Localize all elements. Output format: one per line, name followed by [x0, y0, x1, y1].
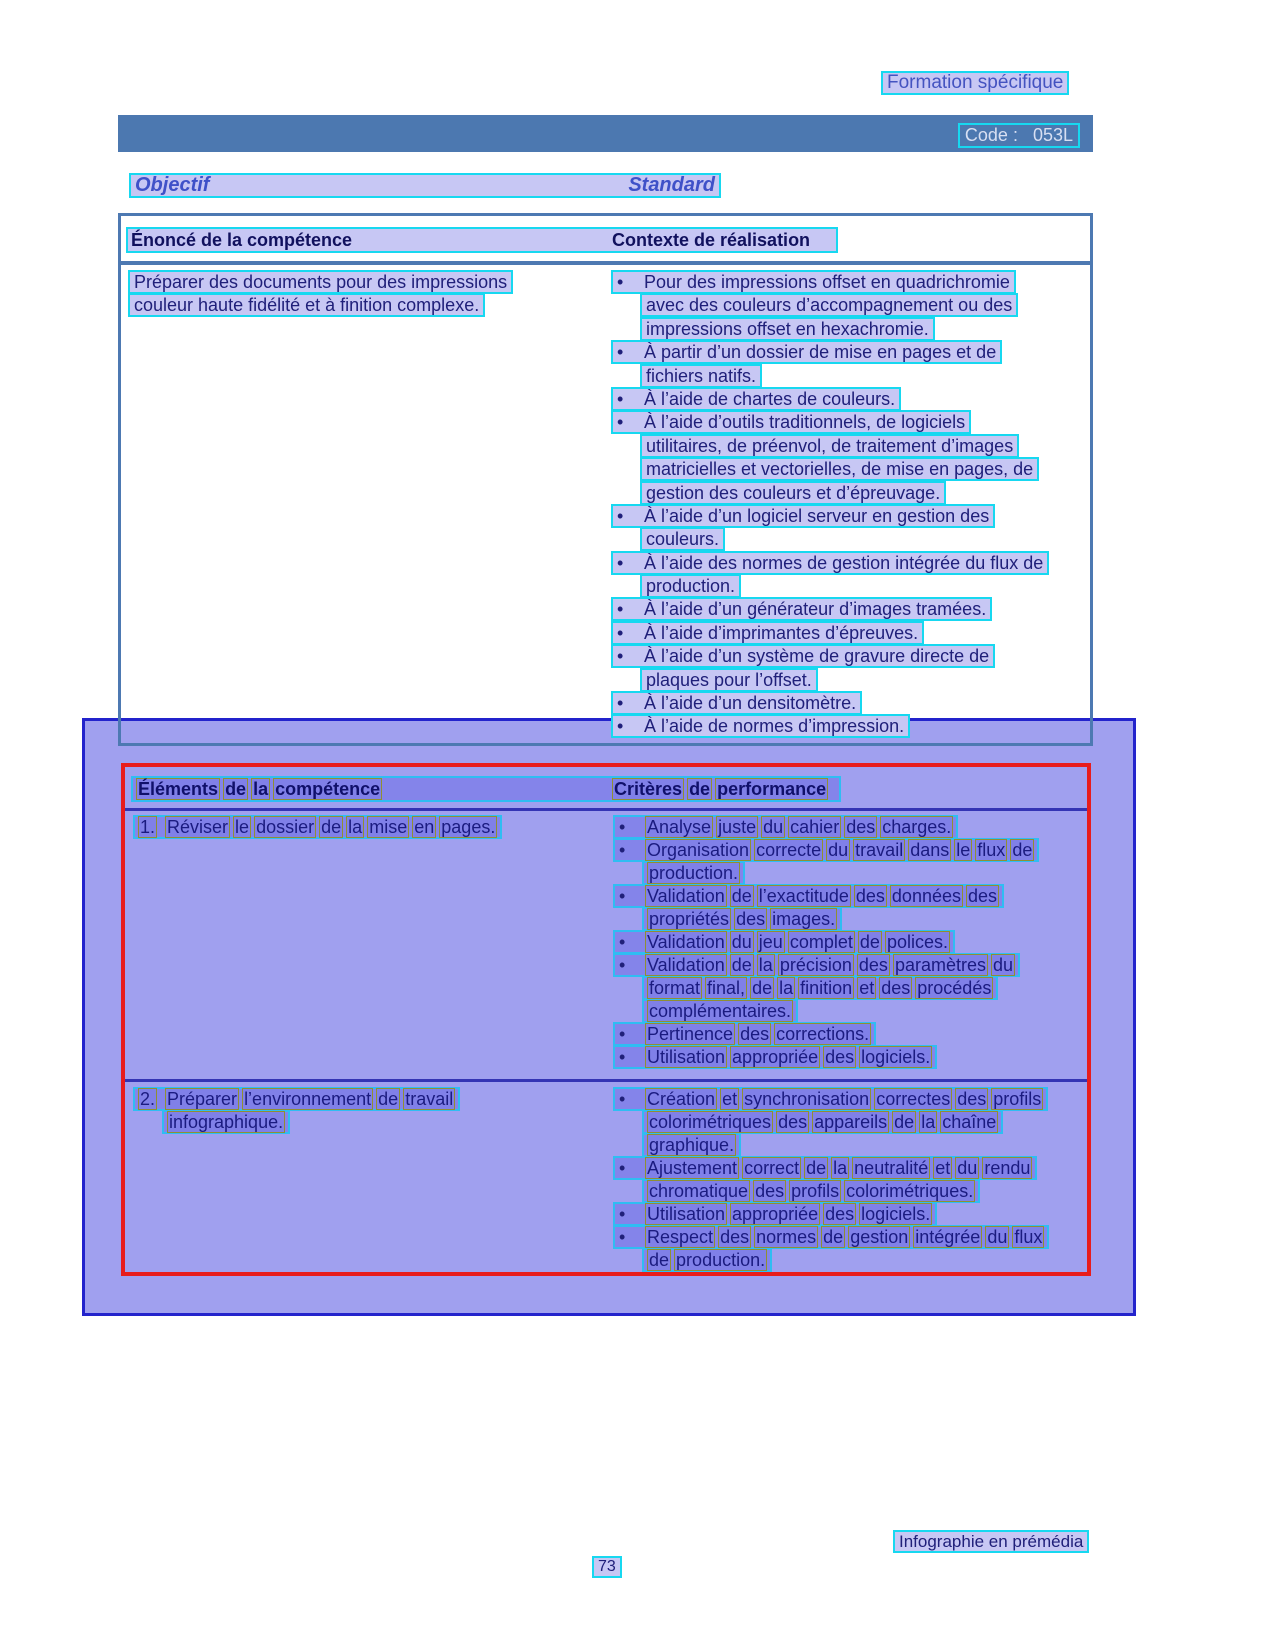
text-line-highlight [613, 1156, 1037, 1180]
text-line [611, 457, 1086, 480]
text-line [611, 668, 1086, 691]
word-box: l’environnement [244, 1089, 372, 1109]
word-box: charges. [882, 817, 952, 837]
word-box: la [779, 978, 794, 998]
word-box: intégrée [915, 1227, 981, 1247]
text-line-highlight: • À partir d’un dossier de mise en pages et de [611, 340, 1002, 364]
word-box: des [755, 1181, 785, 1201]
criteria-2-cell [613, 1087, 1081, 1271]
bullet-icon: • [617, 388, 624, 409]
text-line-highlight [613, 930, 955, 954]
word-box: rendu [984, 1158, 1031, 1178]
text-line-highlight: • À l’aide d’outils traditionnels, de logiciels [611, 410, 971, 434]
word-box: des [736, 909, 766, 929]
word-box: images. [772, 909, 836, 929]
text-line [611, 317, 1086, 340]
word-box: dossier [256, 817, 315, 837]
word-box: infographique. [169, 1112, 284, 1132]
competence-statement-cell [128, 270, 606, 317]
word-box: la [758, 955, 773, 975]
text-line-highlight: fichiers natifs. [640, 364, 762, 388]
text-line-highlight: • À l’aide d’un générateur d’images tramées. [611, 597, 992, 621]
bullet-line [611, 410, 1086, 433]
text-line-highlight: • À l’aide d’un densitomètre. [611, 691, 862, 715]
text-line-highlight: • À l’aide d’un système de gravure directe de [611, 644, 995, 668]
word-box: Préparer [167, 1089, 238, 1109]
criteria-1-cell [613, 815, 1081, 1068]
text-line-highlight [613, 1022, 876, 1046]
word-box: de [1012, 840, 1033, 860]
text-line [128, 270, 606, 293]
table1-header-divider [121, 261, 1090, 265]
text-line-highlight: couleur haute fidélité et à finition complexe. [128, 293, 485, 317]
bullet-icon: • [617, 646, 624, 667]
text-line-highlight [642, 907, 842, 931]
bullet-icon: • [617, 412, 624, 433]
text-line-highlight: • À l’aide d’un logiciel serveur en gestion des [611, 504, 995, 528]
bullet-line [613, 1045, 1081, 1068]
text-line [613, 1133, 1081, 1156]
word-box: le [235, 817, 250, 837]
word-box: appropriée [732, 1204, 819, 1224]
word-box: et [722, 1089, 738, 1109]
table2-col2-header [613, 778, 827, 800]
text-line [611, 481, 1086, 504]
word-box: du [828, 840, 849, 860]
word-box: Validation [647, 932, 725, 952]
item-number: 1. [140, 817, 156, 837]
word-box: de [225, 779, 247, 799]
text-line [613, 999, 1081, 1022]
text-line [133, 1110, 603, 1133]
word-box: en [414, 817, 435, 837]
word-box: propriétés [649, 909, 730, 929]
word-box: des [968, 886, 998, 906]
word-box: performance [717, 779, 827, 799]
word-box: des [825, 1047, 855, 1067]
text-line [613, 1248, 1081, 1271]
text-line-highlight [613, 838, 1039, 862]
bullet-line [611, 621, 1086, 644]
word-box: du [731, 932, 752, 952]
table2-header-divider [125, 808, 1087, 811]
word-box: des [855, 886, 885, 906]
item-number: 2. [140, 1089, 156, 1109]
word-box: de [378, 1089, 399, 1109]
text-line-highlight [642, 861, 745, 885]
bullet-icon: • [619, 1024, 626, 1044]
text-line-highlight [642, 1248, 772, 1272]
text-line-highlight: utilitaires, de préenvol, de traitement d’images [640, 434, 1019, 458]
word-box: correctes [876, 1089, 951, 1109]
word-box: neutralité [854, 1158, 929, 1178]
text-line-highlight: avec des couleurs d’accompagnement ou des [640, 293, 1018, 317]
word-box: dans [910, 840, 950, 860]
word-box: Utilisation [647, 1204, 726, 1224]
word-box: production. [649, 863, 739, 883]
text-line [611, 293, 1086, 316]
word-box: procédés [917, 978, 992, 998]
text-line [611, 364, 1086, 387]
word-box: paramètres [894, 955, 986, 975]
word-box: Ajustement [647, 1158, 738, 1178]
table1-col1-header: Énoncé de la compétence [131, 230, 353, 250]
word-box: de [806, 1158, 827, 1178]
bullet-line [613, 930, 1081, 953]
table1-header-row [126, 227, 838, 253]
word-box: complémentaires. [649, 1001, 792, 1021]
bullet-icon: • [617, 505, 624, 526]
header-label: Formation spécifique [881, 71, 1069, 95]
word-box: et [859, 978, 875, 998]
text-line-highlight [613, 1202, 937, 1226]
word-box: du [763, 817, 784, 837]
bullet-icon: • [619, 932, 626, 952]
bullet-line [613, 1022, 1081, 1045]
element-1-cell [133, 815, 603, 838]
page-number: 73 [592, 1556, 622, 1578]
word-box: Respect [647, 1227, 714, 1247]
word-box: flux [977, 840, 1006, 860]
word-box: flux [1014, 1227, 1043, 1247]
elements-table [121, 763, 1091, 1276]
objectif-title: Objectif [135, 174, 210, 196]
word-box: jeu [758, 932, 783, 952]
text-line-highlight: couleurs. [640, 527, 725, 551]
word-box: Éléments [138, 779, 219, 799]
word-box: Création [647, 1089, 716, 1109]
bullet-icon: • [617, 622, 624, 643]
text-line-highlight: • À l’aide de normes d’impression. [611, 714, 910, 738]
word-box: des [957, 1089, 987, 1109]
word-box: appropriée [732, 1047, 819, 1067]
text-line [611, 434, 1086, 457]
word-box: l’exactitude [758, 886, 849, 906]
word-box: final, [707, 978, 746, 998]
bullet-line [611, 270, 1086, 293]
text-line-highlight [613, 1225, 1049, 1249]
word-box: Organisation [647, 840, 750, 860]
word-box: de [689, 779, 711, 799]
bullet-line [611, 691, 1086, 714]
bullet-icon: • [617, 552, 624, 573]
word-box: données [891, 886, 961, 906]
table2-header-row [131, 776, 841, 802]
word-box: la [921, 1112, 936, 1132]
text-line-highlight: • À l’aide de chartes de couleurs. [611, 387, 901, 411]
word-box: travail [405, 1089, 454, 1109]
word-box: colorimétriques [649, 1112, 772, 1132]
table1-col2-header: Contexte de réalisation [612, 230, 811, 250]
text-line-highlight [613, 884, 1004, 908]
bullet-line [611, 340, 1086, 363]
word-box: la [253, 779, 269, 799]
word-box: production. [676, 1250, 766, 1270]
bullet-line [611, 551, 1086, 574]
text-line [613, 1110, 1081, 1133]
word-box: complet [789, 932, 853, 952]
text-line-highlight [613, 1087, 1048, 1111]
text-line [613, 907, 1081, 930]
word-box: de [649, 1250, 670, 1270]
bullet-icon: • [617, 599, 624, 620]
word-box: de [731, 955, 752, 975]
bullet-icon: • [619, 1204, 626, 1224]
bullet-icon: • [619, 1227, 626, 1247]
text-line [613, 861, 1081, 884]
bullet-line [611, 644, 1086, 667]
bullet-icon: • [619, 840, 626, 860]
bullet-line [611, 387, 1086, 410]
word-box: des [846, 817, 876, 837]
bullet-line [613, 815, 1081, 838]
text-line-highlight: • Pour des impressions offset en quadrichromie [611, 270, 1016, 294]
bullet-icon: • [619, 817, 626, 837]
text-line [128, 293, 606, 316]
bullet-line [613, 1156, 1081, 1179]
word-box: compétence [275, 779, 381, 799]
text-line-highlight: • À l’aide d’imprimantes d’épreuves. [611, 621, 924, 645]
context-realisation-cell [611, 270, 1086, 738]
bullet-icon: • [619, 1158, 626, 1178]
section-title-row [129, 173, 721, 198]
word-box: colorimétriques. [846, 1181, 974, 1201]
word-box: pages. [441, 817, 496, 837]
text-line [613, 976, 1081, 999]
text-line-highlight [613, 1045, 937, 1069]
competence-table [118, 213, 1093, 746]
text-line-highlight: • À l’aide des normes de gestion intégrée du flux de [611, 551, 1049, 575]
text-line-highlight: production. [640, 574, 741, 598]
text-line-highlight [613, 815, 958, 839]
word-box: Réviser [167, 817, 229, 837]
bullet-line [611, 504, 1086, 527]
word-box: de [823, 1227, 844, 1247]
word-box: mise [369, 817, 408, 837]
text-line-highlight [642, 976, 998, 1000]
word-box: travail [855, 840, 904, 860]
word-box: Utilisation [647, 1047, 726, 1067]
bullet-line [611, 597, 1086, 620]
word-box: des [778, 1112, 808, 1132]
word-box: polices. [886, 932, 948, 952]
word-box: du [993, 955, 1014, 975]
word-box: des [740, 1024, 770, 1044]
word-box: précision [779, 955, 852, 975]
word-box: correct [744, 1158, 800, 1178]
bullet-line [613, 1225, 1081, 1248]
text-line-highlight [613, 953, 1020, 977]
bullet-icon: • [617, 693, 624, 714]
word-box: de [752, 978, 773, 998]
word-box: appareils [814, 1112, 888, 1132]
text-line [133, 815, 603, 838]
bullet-icon: • [617, 716, 624, 737]
text-line-highlight: matricielles et vectorielles, de mise en pages, de [640, 457, 1039, 481]
text-line-highlight: impressions offset en hexachromie. [640, 317, 935, 341]
word-box: la [833, 1158, 848, 1178]
word-box: logiciels. [861, 1047, 931, 1067]
word-box: la [348, 817, 363, 837]
bullet-icon: • [617, 272, 624, 292]
text-line-highlight [642, 1133, 741, 1157]
header-bar [118, 115, 1093, 152]
word-box: Validation [647, 886, 725, 906]
text-line-highlight: plaques pour l’offset. [640, 668, 818, 692]
word-box: Analyse [647, 817, 712, 837]
text-line-highlight [642, 1110, 1003, 1134]
word-box: de [894, 1112, 915, 1132]
bullet-line [613, 953, 1081, 976]
bullet-line [613, 838, 1081, 861]
word-box: du [957, 1158, 978, 1178]
word-box: de [859, 932, 880, 952]
table2-row-divider [125, 1079, 1087, 1082]
word-box: chromatique [649, 1181, 749, 1201]
word-box: correcte [756, 840, 822, 860]
text-line-highlight [162, 1110, 290, 1134]
footer-label: Infographie en prémédia [893, 1530, 1089, 1553]
word-box: gestion [850, 1227, 909, 1247]
bullet-icon: • [619, 955, 626, 975]
bullet-icon: • [617, 342, 624, 363]
text-line-highlight [133, 815, 502, 839]
word-box: de [731, 886, 752, 906]
word-box: Pertinence [647, 1024, 734, 1044]
bullet-line [613, 1087, 1081, 1110]
word-box: format [649, 978, 701, 998]
text-line [613, 1179, 1081, 1202]
element-2-cell [133, 1087, 603, 1133]
text-line [611, 574, 1086, 597]
word-box: le [956, 840, 971, 860]
word-box: des [858, 955, 888, 975]
word-box: profils [791, 1181, 840, 1201]
text-line-highlight [642, 1179, 980, 1203]
word-box: Validation [647, 955, 725, 975]
word-box: du [987, 1227, 1008, 1247]
word-box: juste [718, 817, 757, 837]
text-line [611, 527, 1086, 550]
word-box: Critères [614, 779, 683, 799]
word-box: cahier [790, 817, 840, 837]
table2-col1-header [137, 778, 381, 800]
word-box: graphique. [649, 1135, 735, 1155]
text-line-highlight [642, 999, 798, 1023]
word-box: synchronisation [744, 1089, 870, 1109]
standard-title: Standard [628, 174, 715, 196]
bullet-line [613, 884, 1081, 907]
word-box: des [720, 1227, 750, 1247]
word-box: profils [993, 1089, 1042, 1109]
word-box: logiciels. [861, 1204, 931, 1224]
word-box: des [881, 978, 911, 998]
bullet-icon: • [619, 1089, 626, 1109]
word-box: des [825, 1204, 855, 1224]
word-box: de [321, 817, 342, 837]
word-box: corrections. [776, 1024, 870, 1044]
text-line-highlight: Préparer des documents pour des impressions [128, 270, 513, 294]
code-label: Code : 053L [958, 123, 1080, 148]
bullet-line [611, 714, 1086, 737]
text-line [133, 1087, 603, 1110]
word-box: finition [800, 978, 853, 998]
text-line-highlight [133, 1087, 460, 1111]
word-box: chaîne [942, 1112, 997, 1132]
word-box: normes [756, 1227, 817, 1247]
bullet-icon: • [619, 1047, 626, 1067]
bullet-line [613, 1202, 1081, 1225]
text-line-highlight: gestion des couleurs et d’épreuvage. [640, 481, 946, 505]
word-box: et [935, 1158, 951, 1178]
bullet-icon: • [619, 886, 626, 906]
